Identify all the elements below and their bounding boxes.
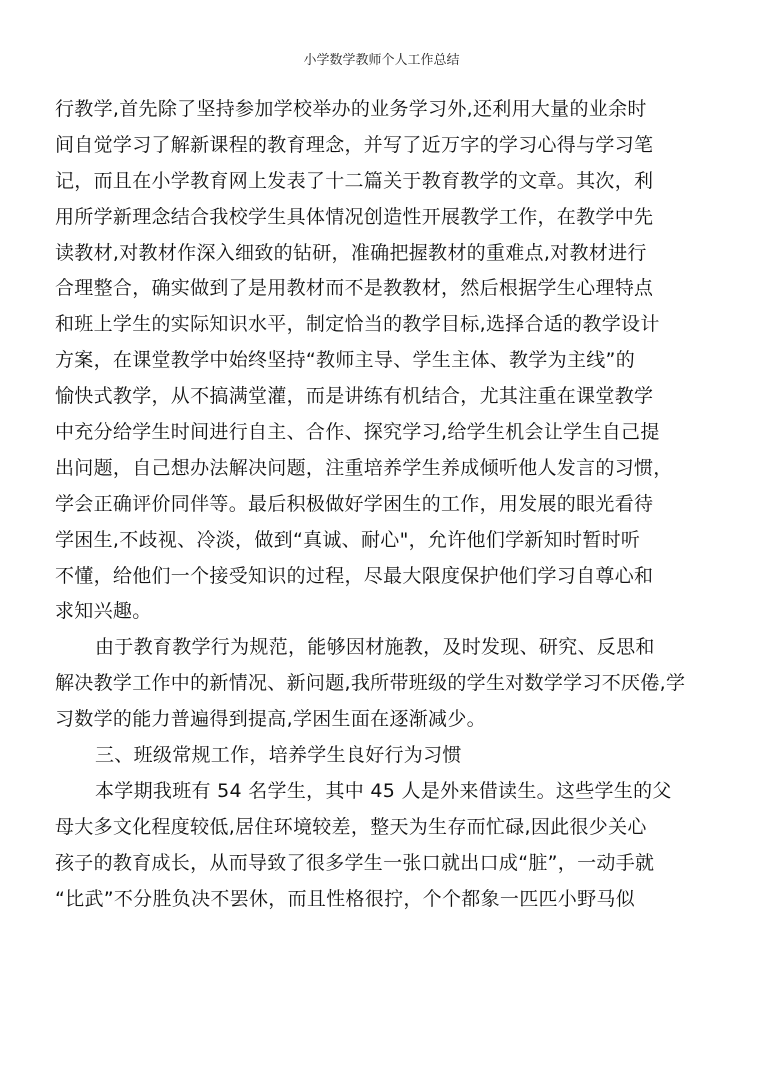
paragraph-first-line: 由于教育教学行为规范，能够因材施教，及时发现、研究、反思和: [95, 636, 655, 659]
text-line: 方案，在课堂教学中始终坚持“教师主导、学生主体、教学为主线”的: [55, 349, 635, 372]
text-line: 间自觉学习了解新课程的教育理念，并写了近万字的学习心得与学习笔: [55, 133, 654, 156]
text-line: 行教学,首先除了坚持参加学校举办的业务学习外,还利用大量的业余时: [55, 98, 647, 120]
paragraph-first-line: 本学期我班有 54 名学生，其中 45 人是外来借读生。这些学生的父: [95, 779, 672, 802]
text-line: 读教材,对教材作深入细致的钻研，准确把握教材的重难点,对教材进行: [55, 241, 647, 264]
text-line: 合理整合，确实做到了是用教材而不是教教材，然后根据学生心理特点: [55, 277, 654, 300]
text-line: 习数学的能力普遍得到提高,学困生面在逐渐减少。: [55, 708, 486, 731]
text-line: 学困生,不歧视、冷淡，做到“真诚、耐心"，允许他们学新知时暂时听: [55, 528, 641, 551]
page-header-title: 小学数学教师个人工作总结: [303, 53, 460, 68]
text-line: 出问题，自己想办法解决问题，注重培养学生养成倾听他人发言的习惯，: [55, 456, 673, 479]
text-line: 求知兴趣。: [55, 600, 152, 623]
text-line: “比武”不分胜负决不罢休，而且性格很拧，个个都象一匹匹小野马似: [55, 887, 635, 910]
text-line: 解决教学工作中的新情况、新问题,我所带班级的学生对数学学习不厌倦,学: [55, 672, 686, 695]
text-line: 中充分给学生时间进行自主、合作、探究学习,给学生机会让学生自己提: [55, 421, 660, 444]
text-line: 和班上学生的实际知识水平，制定恰当的教学目标,选择合适的教学设计: [55, 313, 660, 336]
text-line: 母大多文化程度较低,居住环境较差，整天为生存而忙碌,因此很少关心: [55, 815, 647, 838]
paragraph-first-line: 三、班级常规工作，培养学生良好行为习惯: [95, 744, 462, 767]
text-line: 用所学新理念结合我校学生具体情况创造性开展教学工作，在教学中先: [55, 205, 654, 228]
text-line: 不懂，给他们一个接受知识的过程，尽最大限度保护他们学习自尊心和: [55, 564, 654, 587]
text-line: 愉快式教学，从不搞满堂灌，而是讲练有机结合，尤其注重在课堂教学: [55, 385, 654, 408]
text-line: 孩子的教育成长，从而导致了很多学生一张口就出口成“脏”，一动手就: [55, 851, 655, 874]
text-line: 记，而且在小学教育网上发表了十二篇关于教育教学的文章。其次，利: [55, 169, 654, 192]
body-text: [55, 92, 715, 917]
text-line: 学会正确评价同伴等。最后积极做好学困生的工作，用发展的眼光看待: [55, 492, 654, 515]
